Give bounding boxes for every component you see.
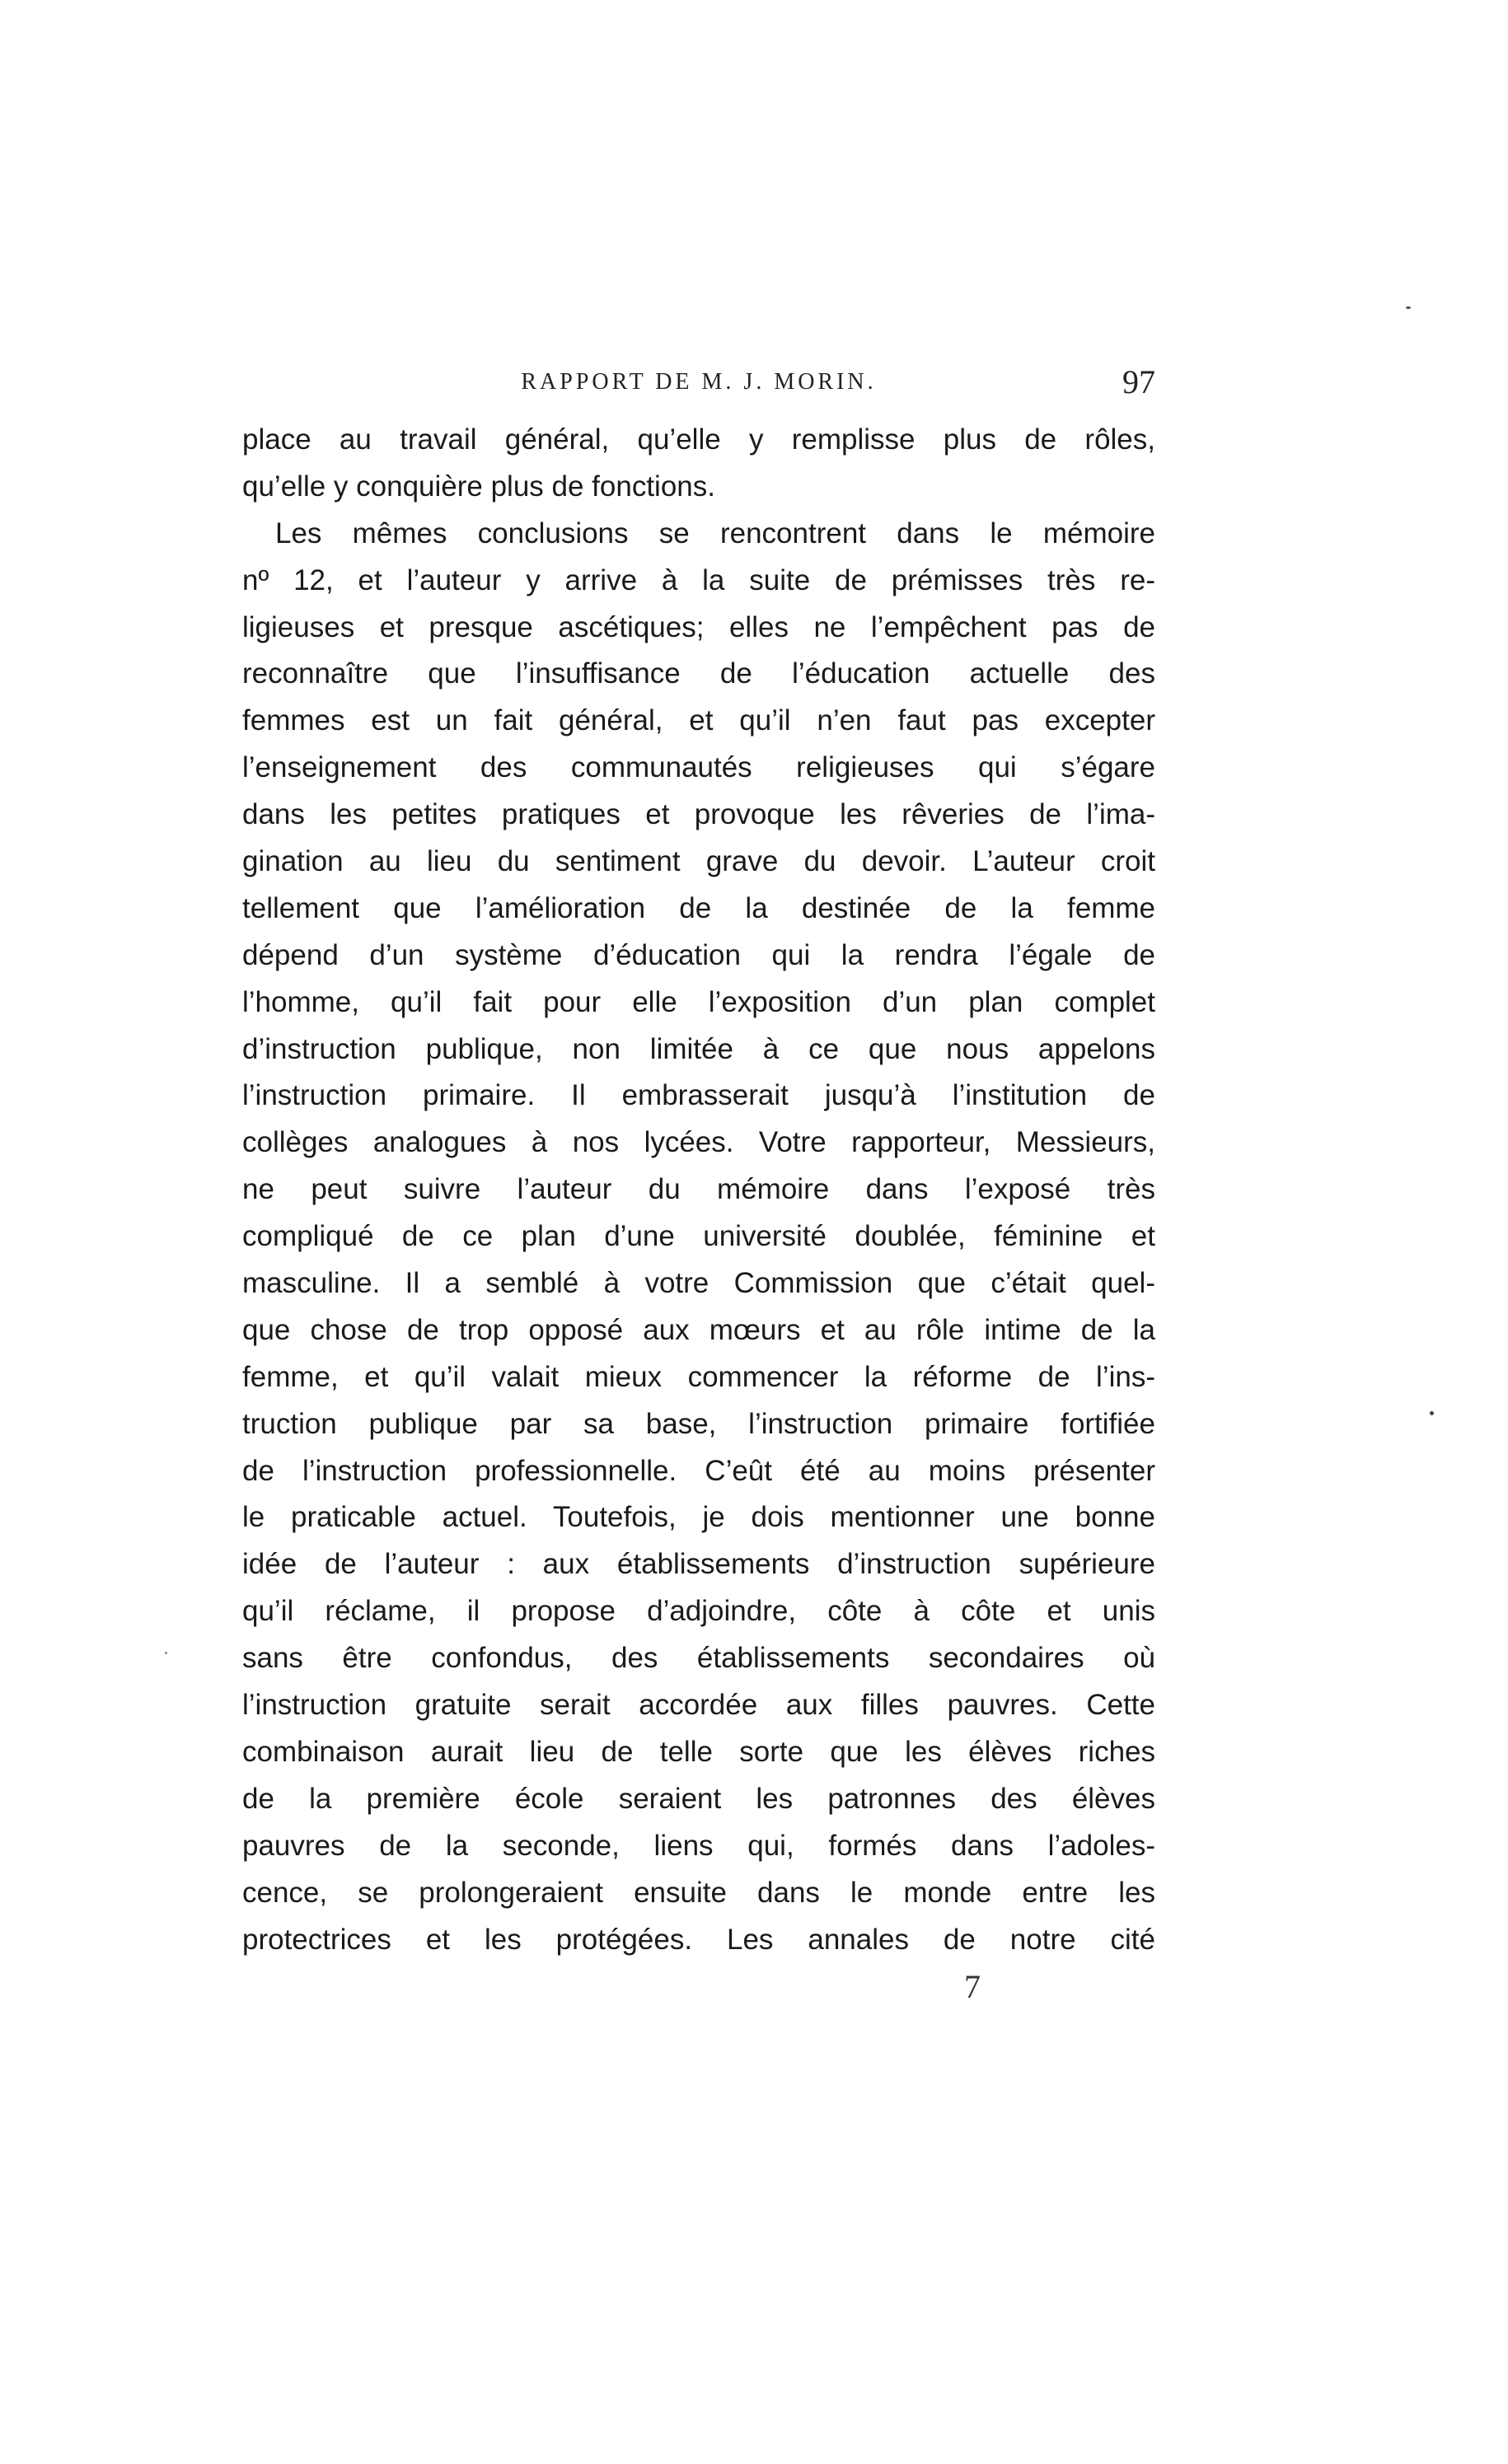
page-number: 97 <box>1122 363 1155 400</box>
text-line: ligieuses et presque ascétiques; elles ne l’empêchent pas de <box>242 610 1155 643</box>
text-line: nº 12, et l’auteur y arrive à la suite de prémisses très re- <box>242 563 1155 596</box>
text-line: sans être confondus, des établissements secondaires où <box>242 1642 1155 1675</box>
text-line: l’enseignement des communautés religieuses qui s’égare <box>242 751 1155 784</box>
text-line: de l’instruction professionnelle. C’eût été au moins présenter <box>242 1454 1155 1487</box>
paper-speck <box>1430 1411 1434 1415</box>
text-line: que chose de trop opposé aux mœurs et au rôle intime de la <box>242 1313 1155 1346</box>
text-line: protectrices et les protégées. Les annales de notre cité <box>242 1923 1155 1956</box>
text-line: le praticable actuel. Toutefois, je dois mentionner une bonne <box>242 1501 1155 1534</box>
text-line: femme, et qu’il valait mieux commencer la réforme de l’ins- <box>242 1360 1155 1393</box>
text-line: combinaison aurait lieu de telle sorte que les élèves riches <box>242 1735 1155 1768</box>
text-line: d’instruction publique, non limitée à ce que nous appelons <box>242 1032 1155 1065</box>
text-line: l’instruction gratuite serait accordée aux filles pauvres. Cette <box>242 1689 1155 1722</box>
text-line: de la première école seraient les patronnes des élèves <box>242 1782 1155 1815</box>
text-line: reconnaître que l’insuffisance de l’éducation actuelle des <box>242 657 1155 690</box>
text-line: l’homme, qu’il fait pour elle l’exposition d’un plan complet <box>242 985 1155 1018</box>
text-line: tellement que l’amélioration de la destinée de la femme <box>242 891 1155 924</box>
text-line: femmes est un fait général, et qu’il n’en faut pas excepter <box>242 704 1155 737</box>
text-line: cence, se prolongeraient ensuite dans le monde entre les <box>242 1876 1155 1909</box>
text-line: l’instruction primaire. Il embrasserait jusqu’à l’institution de <box>242 1079 1155 1112</box>
text-line: idée de l’auteur : aux établissements d’instruction supérieure <box>242 1548 1155 1581</box>
paper-speck <box>165 1652 167 1654</box>
running-title: RAPPORT DE M. J. MORIN. <box>521 369 877 395</box>
body-text <box>242 417 1155 1963</box>
text-line: place au travail général, qu’elle y remplisse plus de rôles, <box>242 423 1155 456</box>
text-line: ne peut suivre l’auteur du mémoire dans l’exposé très <box>242 1173 1155 1206</box>
paper-speck <box>1406 306 1411 309</box>
text-line: qu’il réclame, il propose d’adjoindre, côte à côte et unis <box>242 1595 1155 1628</box>
text-line: dans les petites pratiques et provoque les rêveries de l’ima- <box>242 798 1155 831</box>
text-line: dépend d’un système d’éducation qui la rendra l’égale de <box>242 938 1155 971</box>
text-line: pauvres de la seconde, liens qui, formés dans l’adoles- <box>242 1829 1155 1862</box>
text-line: qu’elle y conquière plus de fonctions. <box>242 470 715 503</box>
text-line: gination au lieu du sentiment grave du devoir. L’auteur croit <box>242 845 1155 878</box>
running-head <box>242 362 1155 412</box>
text-line: collèges analogues à nos lycées. Votre rapporteur, Messieurs, <box>242 1126 1155 1159</box>
text-line: masculine. Il a semblé à votre Commission que c’était quel- <box>242 1267 1155 1300</box>
signature-mark: 7 <box>964 1968 981 2005</box>
text-line: compliqué de ce plan d’une université doublée, féminine et <box>242 1220 1155 1253</box>
text-line: truction publique par sa base, l’instruction primaire fortifiée <box>242 1407 1155 1440</box>
text-line: Les mêmes conclusions se rencontrent dans le mémoire <box>275 517 1155 549</box>
